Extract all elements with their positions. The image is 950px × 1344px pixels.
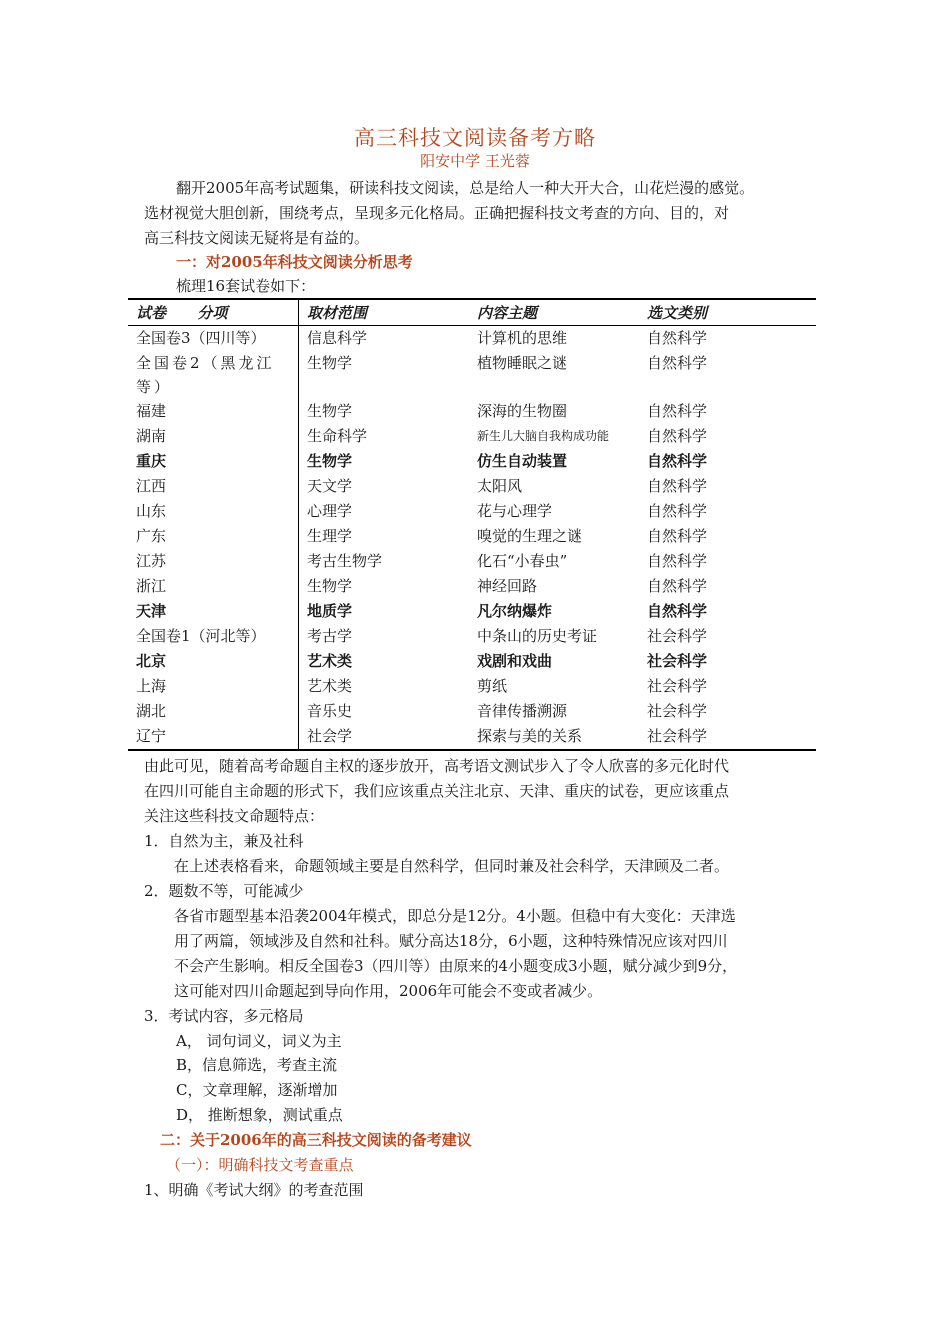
subsection-heading: （一）：明确科技文考查重点 xyxy=(166,1156,354,1174)
cell-topic: 植物睡眠之谜 xyxy=(477,354,568,372)
table-row xyxy=(128,351,816,399)
cell-category: 自然科学 xyxy=(647,477,708,495)
cell-category: 自然科学 xyxy=(647,527,708,545)
cell-paper: 浙江 xyxy=(136,577,167,595)
table-row xyxy=(128,499,816,524)
table-row xyxy=(128,599,816,624)
cell-scope: 音乐史 xyxy=(299,699,470,724)
cell-paper: 湖北 xyxy=(136,702,167,720)
page-title: 高三科技文阅读备考方略 xyxy=(354,126,596,150)
cell-paper: 辽宁 xyxy=(128,724,299,750)
cell-category: 社会科学 xyxy=(647,652,708,670)
cell-paper: 全国卷3（四川等） xyxy=(136,329,266,347)
cell-scope: 考古生物学 xyxy=(299,549,470,574)
point-body: 各省市题型基本沿袭2004年模式，即总分是12分。4小题。但稳中有大变化：天津选 xyxy=(174,907,736,925)
table-row xyxy=(128,574,816,599)
table-row xyxy=(128,624,816,649)
cell-paper: 江西 xyxy=(136,477,167,495)
point-body: 用了两篇，领域涉及自然和社科。赋分高达18分，6小题，这种特殊情况应该对四川 xyxy=(174,932,728,950)
cell-scope: 心理学 xyxy=(299,499,470,524)
table-row xyxy=(128,699,816,724)
point-option: C，文章理解，逐渐增加 xyxy=(176,1081,338,1099)
cell-topic: 探索与美的关系 xyxy=(469,724,639,750)
intro-line: 高三科技文阅读无疑将是有益的。 xyxy=(144,229,370,247)
header-scope: 取材范围 xyxy=(299,299,470,326)
cell-topic: 神经回路 xyxy=(477,577,538,595)
cell-category: 社会科学 xyxy=(647,677,708,695)
table-row xyxy=(128,649,816,674)
header-topic: 内容主题 xyxy=(469,299,639,326)
table-row xyxy=(128,474,816,499)
cell-scope: 生理学 xyxy=(299,524,470,549)
point-body: 这可能对四川命题起到导向作用，2006年可能会不变或者减少。 xyxy=(174,982,603,1000)
cell-topic: 中条山的历史考证 xyxy=(477,627,598,645)
cell-paper: 北京 xyxy=(136,652,167,670)
cell-category: 自然科学 xyxy=(647,452,708,470)
cell-paper: 重庆 xyxy=(136,452,167,470)
cell-topic: 嗅觉的生理之谜 xyxy=(477,527,583,545)
point-title: 2．题数不等，可能减少 xyxy=(144,882,304,900)
cell-category: 自然科学 xyxy=(647,329,708,347)
header-paper: 试卷 分项 xyxy=(128,299,299,326)
cell-category: 自然科学 xyxy=(647,402,708,420)
cell-category: 自然科学 xyxy=(647,602,708,620)
exam-table xyxy=(128,298,816,751)
cell-scope: 信息科学 xyxy=(299,326,470,352)
point-title: 3．考试内容，多元格局 xyxy=(144,1007,304,1025)
point-option: B，信息筛选，考查主流 xyxy=(176,1056,338,1074)
table-row xyxy=(128,424,816,449)
intro-line: 选材视觉大胆创新，围绕考点，呈现多元化格局。正确把握科技文考查的方向、目的，对 xyxy=(144,204,730,222)
cell-paper: 天津 xyxy=(136,602,167,620)
cell-category: 社会科学 xyxy=(647,627,708,645)
intro-line: 翻开2005年高考试题集，研读科技文阅读，总是给人一种大开大合，山花烂漫的感觉。 xyxy=(176,179,755,197)
section-heading: 二：关于2006年的高三科技文阅读的备考建议 xyxy=(160,1131,472,1149)
table-row xyxy=(128,524,816,549)
cell-paper: 江苏 xyxy=(136,552,167,570)
cell-topic: 计算机的思维 xyxy=(477,329,568,347)
cell-scope: 艺术类 xyxy=(299,674,470,699)
list-item: 1、明确《考试大纲》的考查范围 xyxy=(144,1181,364,1199)
author-line: 阳安中学 王光蓉 xyxy=(420,152,530,170)
cell-scope: 艺术类 xyxy=(299,649,470,674)
table-row xyxy=(128,326,816,352)
analysis-line: 在四川可能自主命题的形式下，我们应该重点关注北京、天津、重庆的试卷，更应该重点 xyxy=(144,782,730,800)
cell-scope: 生物学 xyxy=(299,449,470,474)
cell-category: 自然科学 xyxy=(647,577,708,595)
analysis-line: 由此可见，随着高考命题自主权的逐步放开，高考语文测试步入了令人欣喜的多元化时代 xyxy=(144,757,730,775)
table-row xyxy=(128,674,816,699)
cell-category: 社会科学 xyxy=(639,724,816,750)
cell-topic: 仿生自动装置 xyxy=(477,452,568,470)
cell-paper: 全国卷2（黑龙江等） xyxy=(136,354,275,396)
table-row xyxy=(128,724,816,750)
cell-topic: 深海的生物圈 xyxy=(477,402,568,420)
cell-topic: 化石“小春虫” xyxy=(477,552,568,570)
point-body: 不会产生影响。相反全国卷3（四川等）由原来的4小题变成3小题，赋分减少到9分， xyxy=(174,957,738,975)
point-title: 1．自然为主，兼及社科 xyxy=(144,832,304,850)
point-body: 在上述表格看来，命题领域主要是自然科学，但同时兼及社会科学，天津顾及二者。 xyxy=(174,857,730,875)
cell-paper: 上海 xyxy=(136,677,167,695)
table-row xyxy=(128,449,816,474)
cell-scope: 地质学 xyxy=(299,599,470,624)
cell-topic: 花与心理学 xyxy=(477,502,553,520)
cell-scope: 生物学 xyxy=(299,399,470,424)
cell-scope: 天文学 xyxy=(299,474,470,499)
cell-topic: 新生儿大脑自我构成功能 xyxy=(477,429,610,443)
cell-scope: 社会学 xyxy=(299,724,470,750)
cell-paper: 广东 xyxy=(136,527,167,545)
header-category: 选文类别 xyxy=(639,299,816,326)
section-heading: 一：对2005年科技文阅读分析思考 xyxy=(176,253,413,271)
analysis-line: 关注这些科技文命题特点： xyxy=(144,807,325,825)
cell-category: 自然科学 xyxy=(647,502,708,520)
cell-scope: 生物学 xyxy=(299,574,470,599)
cell-topic: 剪纸 xyxy=(477,677,508,695)
point-option: A， 词句词义，词义为主 xyxy=(176,1032,342,1050)
cell-scope: 生物学 xyxy=(299,351,470,399)
cell-paper: 山东 xyxy=(136,502,167,520)
table-header-row xyxy=(128,299,816,326)
cell-topic: 凡尔纳爆炸 xyxy=(477,602,553,620)
point-option: D， 推断想象，测试重点 xyxy=(176,1106,343,1124)
cell-category: 社会科学 xyxy=(647,702,708,720)
cell-paper: 全国卷1（河北等） xyxy=(136,627,266,645)
cell-topic: 戏剧和戏曲 xyxy=(477,652,553,670)
cell-category: 自然科学 xyxy=(647,354,708,372)
cell-scope: 生命科学 xyxy=(299,424,470,449)
cell-paper: 福建 xyxy=(136,402,167,420)
cell-paper: 湖南 xyxy=(136,427,167,445)
table-intro: 梳理16套试卷如下： xyxy=(176,277,316,295)
cell-topic: 音律传播溯源 xyxy=(477,702,568,720)
table-row xyxy=(128,399,816,424)
cell-category: 自然科学 xyxy=(647,552,708,570)
cell-scope: 考古学 xyxy=(299,624,470,649)
table-row xyxy=(128,549,816,574)
cell-topic: 太阳风 xyxy=(477,477,523,495)
cell-category: 自然科学 xyxy=(647,427,708,445)
